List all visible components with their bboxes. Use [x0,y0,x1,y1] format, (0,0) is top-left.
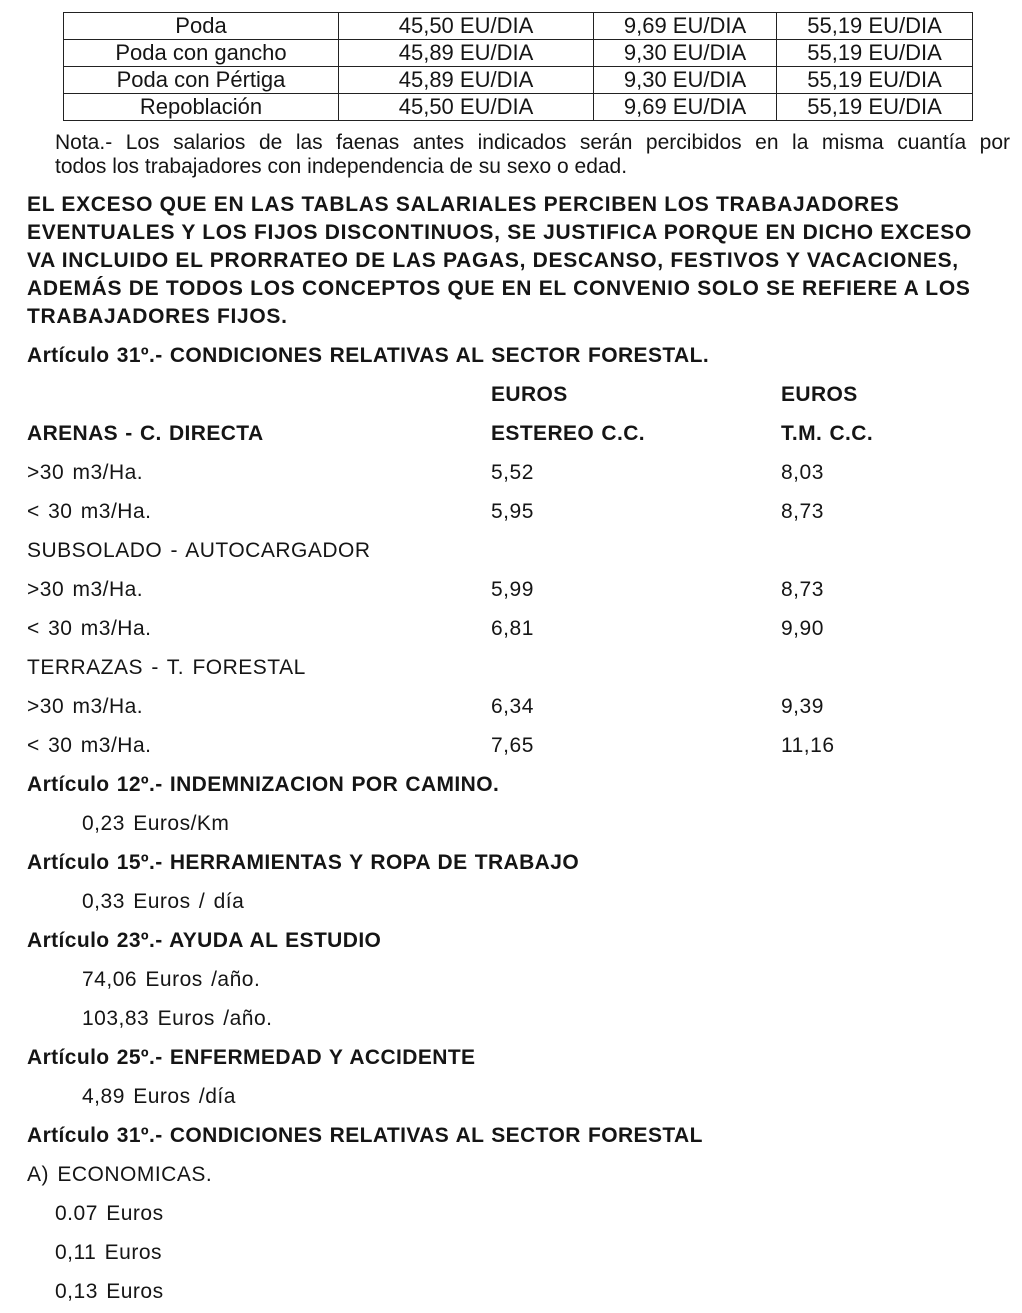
article-title: Artículo 25º.- ENFERMEDAD Y ACCIDENTE [27,1046,476,1069]
table-cell-extra: 9,69 EU/DIA [594,94,777,121]
section-title: Artículo 31º.- CONDICIONES RELATIVAS AL SECTOR FORESTAL. [27,344,710,367]
rate-label: < 30 m3/Ha. [27,500,152,523]
article-title: Artículo 15º.- HERRAMIENTAS Y ROPA DE TRABAJO [27,851,580,874]
rate-row [0,453,1022,492]
article-value-row [0,1077,1022,1116]
rate-estereo: 6,81 [491,617,534,640]
column-header-row [0,414,1022,453]
table-cell-total: 55,19 EU/DIA [777,40,973,67]
economic-value-row [0,1272,1022,1311]
group-row [0,531,1022,570]
table-row [64,13,973,40]
table-cell-salary: 45,50 EU/DIA [339,13,594,40]
article-title: Artículo 12º.- INDEMNIZACION POR CAMINO. [27,773,500,796]
rate-tm: 8,73 [781,500,824,523]
units-header-row [0,375,1022,414]
rate-label: >30 m3/Ha. [27,695,144,718]
article-title-row [0,921,1022,960]
rate-estereo: 5,99 [491,578,534,601]
article-title-row [0,765,1022,804]
article-value-row [0,999,1022,1038]
table-cell-salary: 45,89 EU/DIA [339,40,594,67]
rate-label: >30 m3/Ha. [27,461,144,484]
economic-value-row [0,1233,1022,1272]
article-value: 103,83 Euros /año. [82,1007,273,1030]
table-cell-salary: 45,50 EU/DIA [339,94,594,121]
rate-label: < 30 m3/Ha. [27,617,152,640]
article-value: 4,89 Euros /día [82,1085,236,1108]
economic-value: 0,11 Euros [55,1241,163,1264]
economicas-subtitle: A) ECONOMICAS. [27,1163,213,1186]
notice-line: TRABAJADORES FIJOS. [27,305,288,328]
notice-line: VA INCLUIDO EL PRORRATEO DE LAS PAGAS, DESCANSO, FESTIVOS Y VACACIONES, [27,249,959,272]
article-value-row [0,804,1022,843]
table-cell-task: Poda con gancho [64,40,339,67]
article-title-row [0,1116,1022,1155]
subtitle-row [0,1155,1022,1194]
article-value: 0,33 Euros / día [82,890,245,913]
group-label-arenas: ARENAS - C. DIRECTA [27,422,264,445]
table-cell-total: 55,19 EU/DIA [777,94,973,121]
table-cell-total: 55,19 EU/DIA [777,67,973,94]
table-cell-task: Poda [64,13,339,40]
table-row [64,67,973,94]
table-row [64,40,973,67]
rate-estereo: 5,95 [491,500,534,523]
group-label-terrazas: TERRAZAS - T. FORESTAL [27,656,306,679]
notice-line: EL EXCESO QUE EN LAS TABLAS SALARIALES PERCIBEN LOS TRABAJADORES [27,193,900,216]
table-cell-task: Repoblación [64,94,339,121]
article-value-row [0,882,1022,921]
rate-tm: 8,73 [781,578,824,601]
economic-value: 0,13 Euros [55,1280,164,1303]
units-header-estereo: EUROS [491,383,568,406]
nota-line: Nota.- Los salarios de las faenas antes indicados serán percibidos en la misma cuantía por [55,131,1010,154]
column-header-estereo: ESTEREO C.C. [491,422,645,445]
article-title-row [0,843,1022,882]
table-cell-total: 55,19 EU/DIA [777,13,973,40]
table-cell-extra: 9,30 EU/DIA [594,40,777,67]
article-title-row [0,1038,1022,1077]
rate-tm: 9,39 [781,695,824,718]
rate-row [0,726,1022,765]
notice-line: EVENTUALES Y LOS FIJOS DISCONTINUOS, SE JUSTIFICA PORQUE EN DICHO EXCESO [27,221,972,244]
rate-row [0,492,1022,531]
rate-tm: 11,16 [781,734,835,757]
rate-estereo: 5,52 [491,461,534,484]
article-value: 0,23 Euros/Km [82,812,230,835]
section-title-row [0,336,1022,375]
rate-tm: 9,90 [781,617,824,640]
rate-label: >30 m3/Ha. [27,578,144,601]
rate-row [0,609,1022,648]
economic-value: 0.07 Euros [55,1202,164,1225]
table-cell-extra: 9,69 EU/DIA [594,13,777,40]
economic-value-row [0,1194,1022,1233]
table-cell-task: Poda con Pértiga [64,67,339,94]
nota-line: todos los trabajadores con independencia de su sexo o edad. [55,155,628,178]
table-row [64,94,973,121]
group-row [0,648,1022,687]
article-title: Artículo 31º.- CONDICIONES RELATIVAS AL SECTOR FORESTAL [27,1124,703,1147]
rate-tm: 8,03 [781,461,824,484]
table-cell-extra: 9,30 EU/DIA [594,67,777,94]
rate-label: < 30 m3/Ha. [27,734,152,757]
group-label-subsolado: SUBSOLADO - AUTOCARGADOR [27,539,371,562]
article-title: Artículo 23º.- AYUDA AL ESTUDIO [27,929,382,952]
articles-section [0,336,1022,1311]
article-value: 74,06 Euros /año. [82,968,261,991]
rate-row [0,687,1022,726]
nota-paragraph [55,131,1010,179]
table-cell-salary: 45,89 EU/DIA [339,67,594,94]
wage-table [63,12,973,121]
rate-estereo: 6,34 [491,695,534,718]
article-value-row [0,960,1022,999]
units-header-tm: EUROS [781,383,858,406]
column-header-tm: T.M. C.C. [781,422,874,445]
rate-estereo: 7,65 [491,734,534,757]
rate-row [0,570,1022,609]
notice-line: ADEMÁS DE TODOS LOS CONCEPTOS QUE EN EL CONVENIO SOLO SE REFIERE A LOS [27,277,971,300]
notice-paragraph [27,191,972,331]
